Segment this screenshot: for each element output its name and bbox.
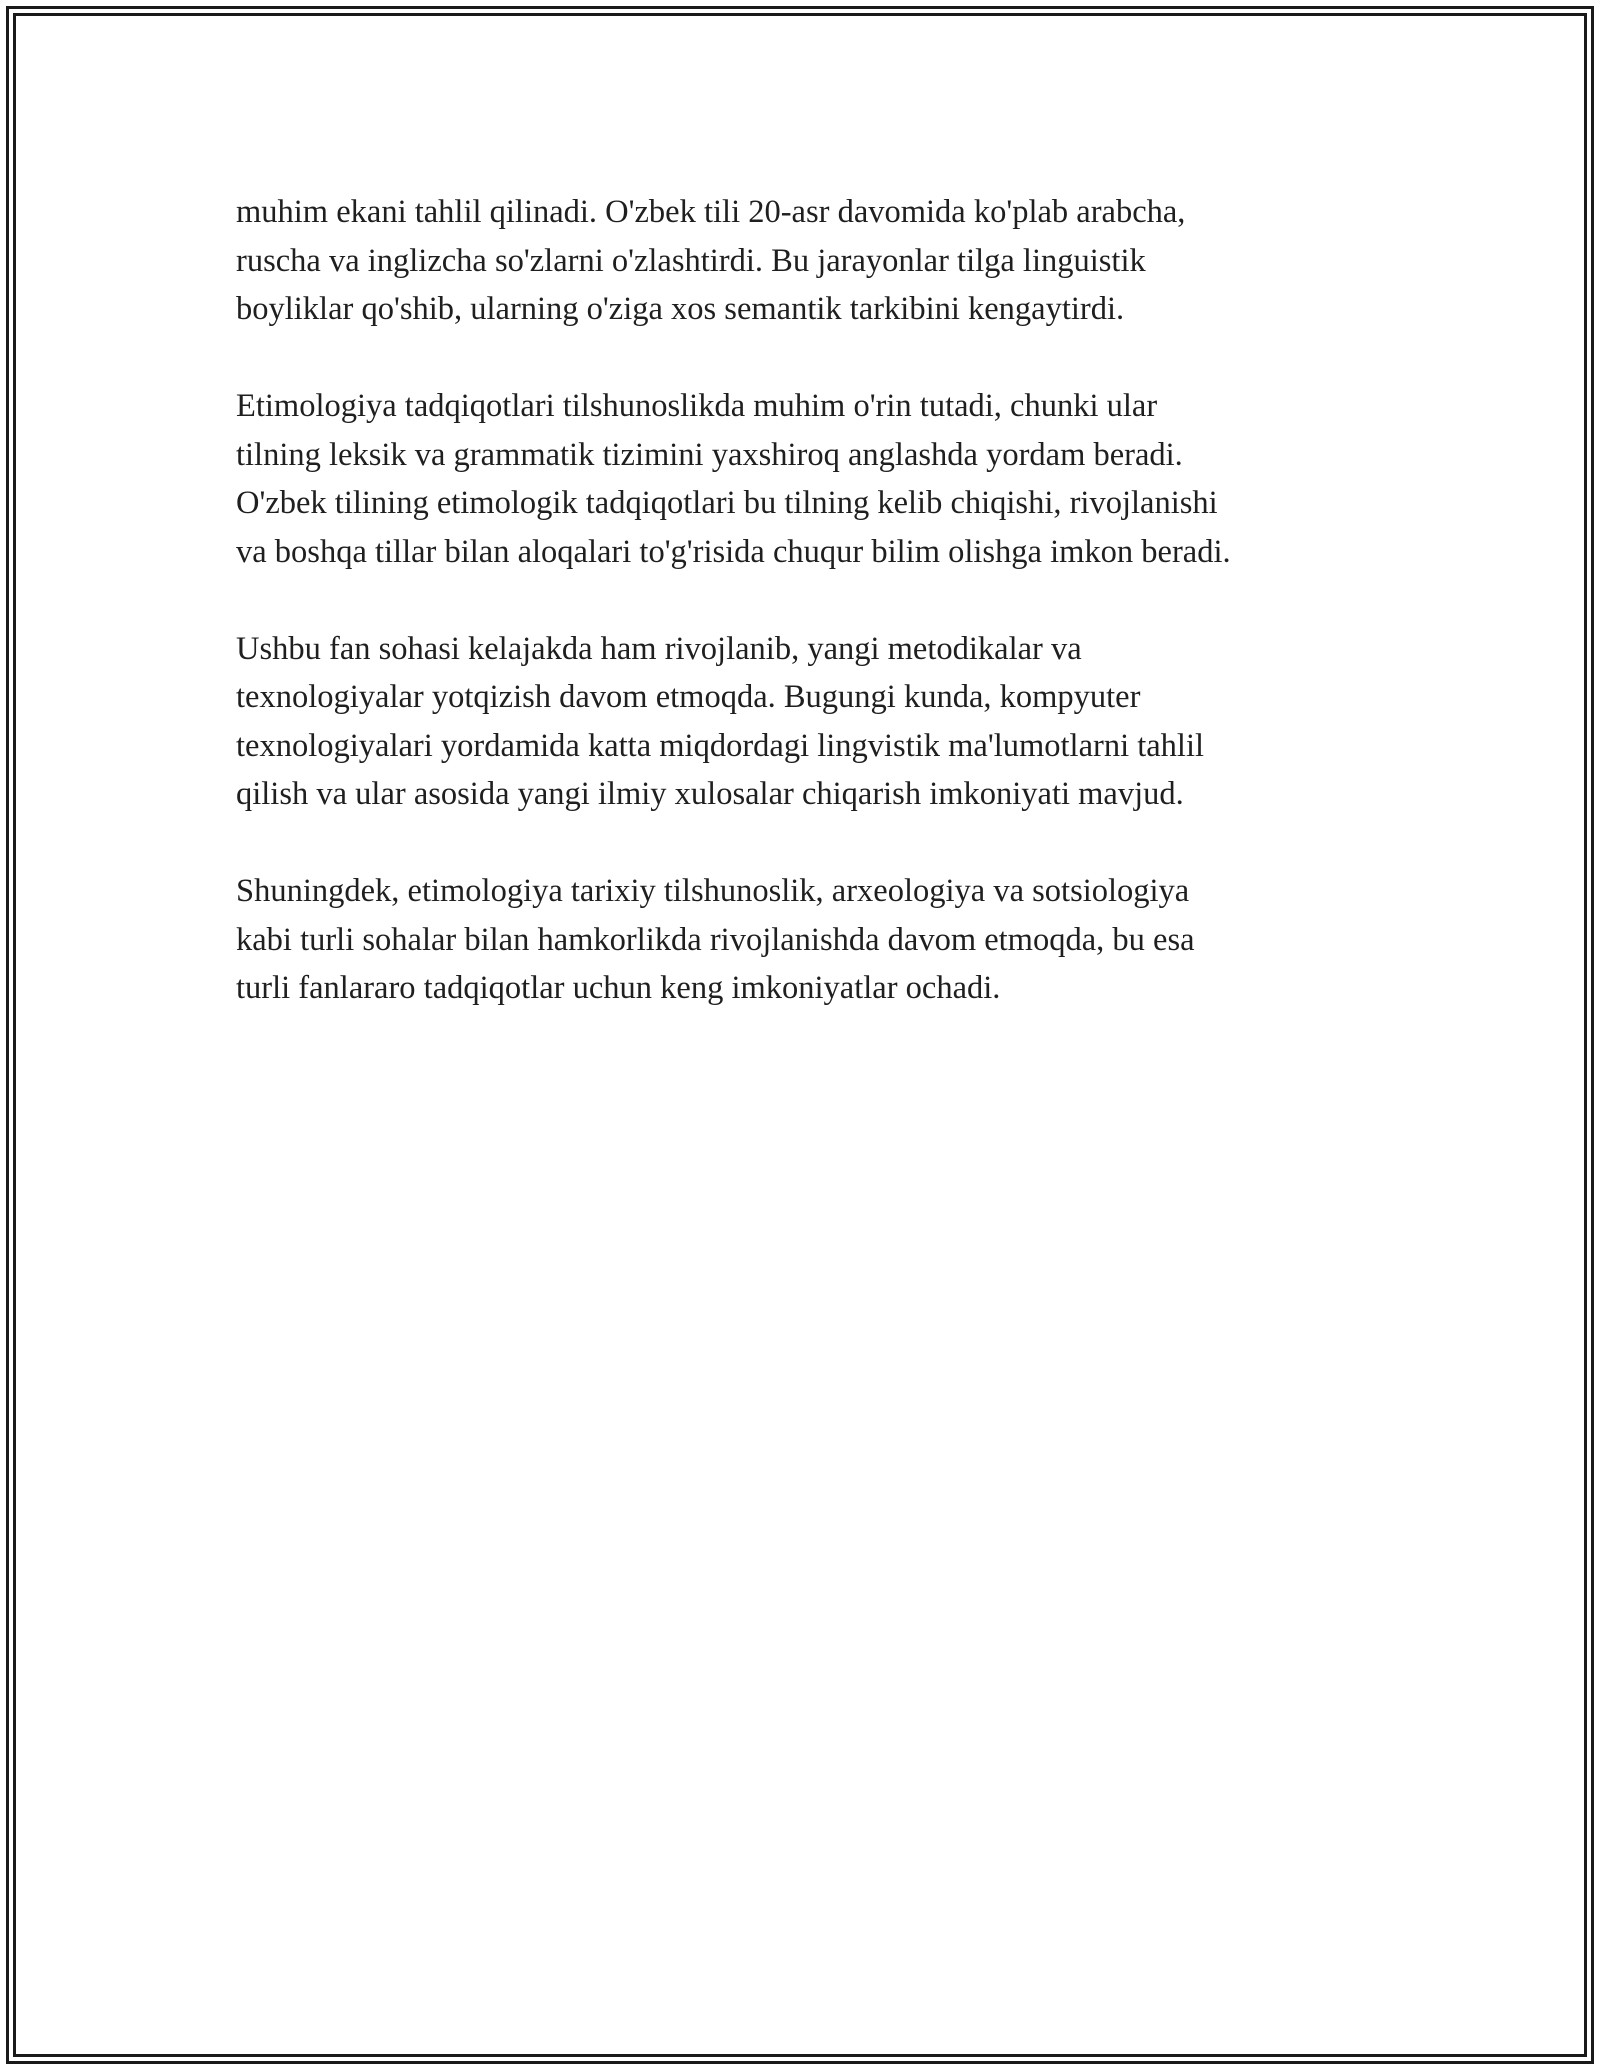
text-line: va boshqa tillar bilan aloqalari to'g'risida chuqur bilim olishga imkon beradi.	[236, 533, 1231, 570]
text-line: boyliklar qo'shib, ularning o'ziga xos semantik tarkibini kengaytirdi.	[236, 291, 1125, 327]
text-line: tilning leksik va grammatik tizimini yaxshiroq anglashda yordam beradi.	[236, 436, 1183, 473]
text-line: qilish va ular asosida yangi ilmiy xulosalar chiqarish imkoniyati mavjud.	[236, 776, 1184, 812]
text-line: texnologiyalar yotqizish davom etmoqda. Bugungi kunda, kompyuter	[236, 679, 1141, 715]
document-body	[236, 188, 1386, 1061]
paragraph	[236, 625, 1386, 819]
text-line: O'zbek tilining etimologik tadqiqotlari bu tilning kelib chiqishi, rivojlanishi	[236, 485, 1218, 521]
paragraph	[236, 188, 1386, 334]
text-line: kabi turli sohalar bilan hamkorlikda rivojlanishda davom etmoqda, bu esa	[236, 921, 1195, 958]
text-line: Ushbu fan sohasi kelajakda ham rivojlanib, yangi metodikalar va	[236, 630, 1082, 667]
text-line: turli fanlararo tadqiqotlar uchun keng imkoniyatlar ochadi.	[236, 970, 1001, 1006]
text-line: Shuningdek, etimologiya tarixiy tilshunoslik, arxeologiya va sotsiologiya	[236, 873, 1190, 909]
text-line: ruscha va inglizcha so'zlarni o'zlashtirdi. Bu jarayonlar tilga linguistik	[236, 242, 1146, 279]
paragraph	[236, 867, 1386, 1013]
text-line: Etimologiya tadqiqotlari tilshunoslikda muhim o'rin tutadi, chunki ular	[236, 388, 1158, 424]
text-line: texnologiyalari yordamida katta miqdordagi lingvistik ma'lumotlarni tahlil	[236, 727, 1205, 764]
paragraph	[236, 382, 1386, 576]
text-line: muhim ekani tahlil qilinadi. O'zbek tili 20-asr davomida ko'plab arabcha,	[236, 194, 1186, 230]
